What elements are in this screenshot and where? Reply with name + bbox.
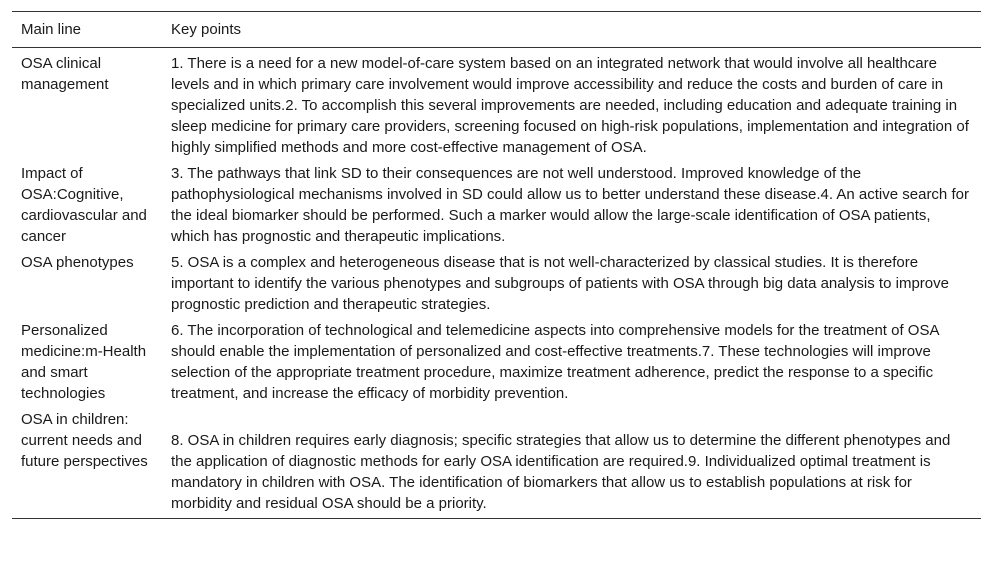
row-key-points: 5. OSA is a complex and heterogeneous disease that is not well-characterized by classical studies. It is therefore important to identify the various phenotypes and subgroups of patients with OSA through big data analysis to improve prognostic prediction and therapeutic strategies. xyxy=(171,254,949,313)
row-main-line: Personalized medicine:m-Health and smart technologies xyxy=(21,322,147,402)
table-row xyxy=(12,249,981,317)
row-key-points: 3. The pathways that link SD to their consequences are not well understood. Improved knowledge of the pathophysiological mechanisms involved in SD could allow us to better understand these disease.4. An active search for the ideal biomarker should be performed. Such a marker would allow the large-scale identification of OSA patients, which has prognostic and therapeutic implications. xyxy=(171,165,969,245)
row-main-line: OSA clinical management xyxy=(21,55,109,93)
header-main-line: Main line xyxy=(21,21,82,38)
header-key-points: Key points xyxy=(171,21,242,38)
table-row xyxy=(12,317,981,406)
table-header-row xyxy=(12,12,981,48)
row-main-line: OSA phenotypes xyxy=(21,254,134,271)
table-row xyxy=(12,48,981,161)
row-main-line: Impact of OSA:Cognitive, cardiovascular and cancer xyxy=(21,165,147,245)
key-points-table-container xyxy=(12,11,981,519)
key-points-table xyxy=(12,11,981,519)
table-row xyxy=(12,160,981,249)
row-key-points: 6. The incorporation of technological and telemedicine aspects into comprehensive models for the treatment of OSA should enable the implementation of personalized and cost-effective treatments.7. These technologies will improve selection of the appropriate treatment procedure, maximize treatment adherence, predict the response to a specific treatment, and increase the efficacy of morbidity prevention. xyxy=(171,322,939,402)
row-main-line: OSA in children: current needs and future perspectives xyxy=(21,411,148,470)
row-key-points: 8. OSA in children requires early diagnosis; specific strategies that allow us to determine the different phenotypes and the application of diagnostic methods for early OSA identification are required.9. Individualized optimal treatment is mandatory in children with OSA. The identification of biomarkers that allow us to establish populations at risk for morbidity and residual OSA should be a priority. xyxy=(171,432,951,512)
row-key-points: 1. There is a need for a new model-of-care system based on an integrated network that would involve all healthcare levels and in which primary care involvement would improve accessibility and reduce the costs and burden of care in specialized units.2. To accomplish this several improvements are needed, including education and adequate training in sleep medicine for primary care providers, screening focused on high-risk populations, implementation and integration of highly simplified methods and more cost-effective management of OSA. xyxy=(171,55,969,156)
table-row xyxy=(12,406,981,519)
